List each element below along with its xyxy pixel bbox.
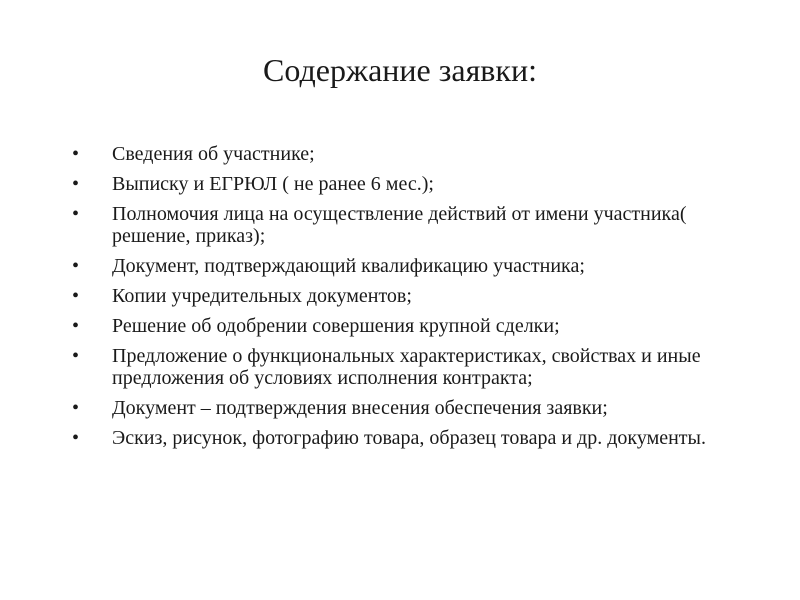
list-item xyxy=(70,345,750,389)
list-item-text: Выписку и ЕГРЮЛ ( не ранее 6 мес.); xyxy=(112,173,434,195)
list-item-text: Предложение о функциональных характеристиках, свойствах и иные предложения об условиях исполнения контракта; xyxy=(112,345,701,389)
bullet-icon: • xyxy=(72,173,80,195)
list-item-text: Документ, подтверждающий квалификацию участника; xyxy=(112,255,585,277)
list-item xyxy=(70,397,750,419)
list-item xyxy=(70,143,750,165)
list-item-text: Эскиз, рисунок, фотографию товара, образец товара и др. документы. xyxy=(112,427,706,449)
list-item xyxy=(70,203,750,247)
list-item xyxy=(70,315,750,337)
list-item-text: Решение об одобрении совершения крупной сделки; xyxy=(112,315,560,337)
list-item-text: Документ – подтверждения внесения обеспечения заявки; xyxy=(112,397,608,419)
bullet-icon: • xyxy=(72,315,80,337)
bullet-icon: • xyxy=(72,397,80,419)
slide-title: Содержание заявки: xyxy=(263,52,537,88)
list-item xyxy=(70,255,750,277)
list-item xyxy=(70,173,750,195)
bullet-icon: • xyxy=(72,143,80,165)
list-item-text: Сведения об участнике; xyxy=(112,143,315,165)
bullet-icon: • xyxy=(72,345,80,367)
bullet-icon: • xyxy=(72,285,80,307)
bullet-icon: • xyxy=(72,255,80,277)
list-item xyxy=(70,427,750,449)
bullet-list xyxy=(70,143,750,457)
list-item-text: Копии учредительных документов; xyxy=(112,285,412,307)
bullet-icon: • xyxy=(72,203,80,225)
bullet-icon: • xyxy=(72,427,80,449)
list-item-text: Полномочия лица на осуществление действий от имени участника( решение, приказ); xyxy=(112,203,687,247)
list-item xyxy=(70,285,750,307)
